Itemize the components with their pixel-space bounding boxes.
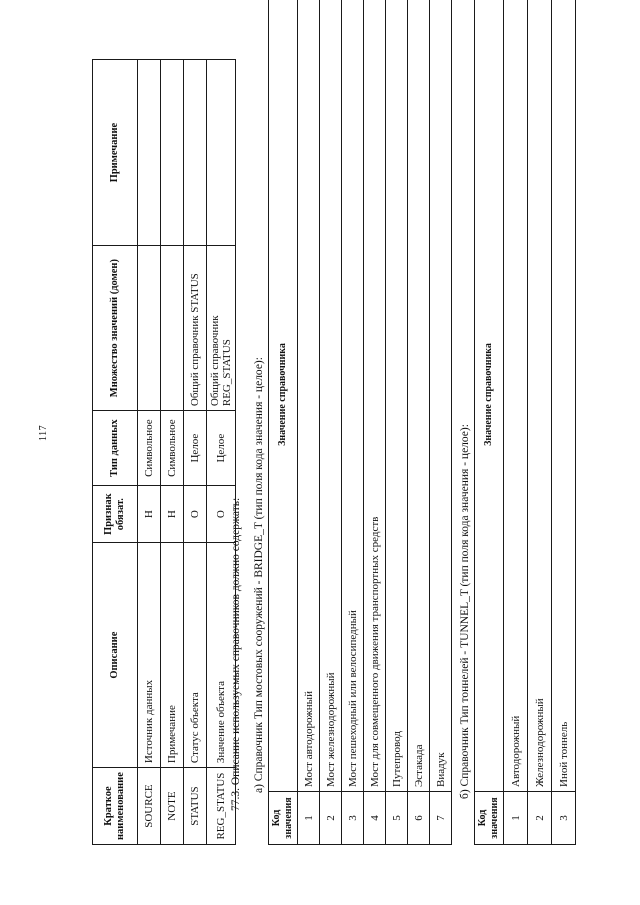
table-row	[184, 60, 207, 845]
cell-domain	[138, 246, 161, 411]
table-header-row	[475, 0, 504, 845]
cell-value: Мост железнодорожный	[320, 0, 342, 792]
cell-data-type: Целое	[184, 411, 207, 486]
cell-mandatory: Н	[161, 486, 184, 543]
cell-description: Примечание	[161, 543, 184, 768]
cell-description: Источник данных	[138, 543, 161, 768]
header-short-name: Краткое наименование	[93, 768, 138, 845]
cell-code: 6	[408, 792, 430, 845]
cell-value: Автодорожный	[504, 0, 528, 792]
cell-description: Статус объекта	[184, 543, 207, 768]
table-row	[320, 0, 342, 845]
table-header-row	[93, 60, 138, 845]
header-value: Значение справочника	[475, 0, 504, 792]
cell-mandatory: Н	[138, 486, 161, 543]
cell-data-type: Целое	[207, 411, 236, 486]
header-code: Код значения	[475, 792, 504, 845]
cell-domain	[161, 246, 184, 411]
header-domain: Множество значений (домен)	[93, 246, 138, 411]
cell-code: 1	[504, 792, 528, 845]
table-header-row	[269, 0, 298, 845]
cell-value: Эстакада	[408, 0, 430, 792]
cell-code: 2	[528, 792, 552, 845]
cell-note	[138, 60, 161, 246]
header-description: Описание	[93, 543, 138, 768]
cell-value: Путепровод	[386, 0, 408, 792]
cell-code: 3	[552, 792, 576, 845]
cell-short-name: REG_STATUS	[207, 768, 236, 845]
page-number: 117	[38, 424, 49, 441]
table-row	[504, 0, 528, 845]
cell-code: 2	[320, 792, 342, 845]
cell-mandatory: О	[184, 486, 207, 543]
header-code: Код значения	[269, 792, 298, 845]
header-note: Примечание	[93, 60, 138, 246]
table-row	[430, 0, 452, 845]
cell-value: Иной тоннель	[552, 0, 576, 792]
cell-value: Мост для совмещенного движения транспортных средств	[364, 0, 386, 792]
header-data-type: Тип данных	[93, 411, 138, 486]
cell-value: Мост автодорожный	[298, 0, 320, 792]
attributes-table	[92, 59, 236, 845]
cell-note	[184, 60, 207, 246]
table-row	[364, 0, 386, 845]
cell-value: Железнодорожный	[528, 0, 552, 792]
table-row	[386, 0, 408, 845]
cell-description: Значение объекта	[207, 543, 236, 768]
table-row	[408, 0, 430, 845]
bridge-table	[268, 0, 452, 845]
table-row	[161, 60, 184, 845]
cell-mandatory: О	[207, 486, 236, 543]
table-row	[298, 0, 320, 845]
cell-code: 5	[386, 792, 408, 845]
table-row	[138, 60, 161, 845]
table-row	[528, 0, 552, 845]
cell-data-type: Символьное	[138, 411, 161, 486]
cell-short-name: STATUS	[184, 768, 207, 845]
cell-value: Мост пешеходный или велосипедный	[342, 0, 364, 792]
table-row	[552, 0, 576, 845]
bridge-caption: а) Справочник Тип мостовых сооружений - BRIDGE_T (тип поля кода значения - целое):	[253, 357, 265, 793]
tunnel-caption: б) Справочник Тип тоннелей - TUNNEL_T (тип поля кода значения - целое):	[459, 424, 471, 799]
tunnel-table	[474, 0, 576, 845]
cell-code: 7	[430, 792, 452, 845]
cell-short-name: SOURCE	[138, 768, 161, 845]
cell-note	[207, 60, 236, 246]
cell-code: 1	[298, 792, 320, 845]
cell-domain: Общий справочник STATUS	[184, 246, 207, 411]
table-row	[342, 0, 364, 845]
cell-short-name: NOTE	[161, 768, 184, 845]
cell-note	[161, 60, 184, 246]
header-value: Значение справочника	[269, 0, 298, 792]
section-title: 77.3. Описание используемых справочников должно содержать:	[230, 497, 242, 811]
cell-domain: Общий справочник REG_STATUS	[207, 246, 236, 411]
header-mandatory: Признак обязат.	[93, 486, 138, 543]
cell-code: 3	[342, 792, 364, 845]
cell-code: 4	[364, 792, 386, 845]
cell-value: Виадук	[430, 0, 452, 792]
cell-data-type: Символьное	[161, 411, 184, 486]
